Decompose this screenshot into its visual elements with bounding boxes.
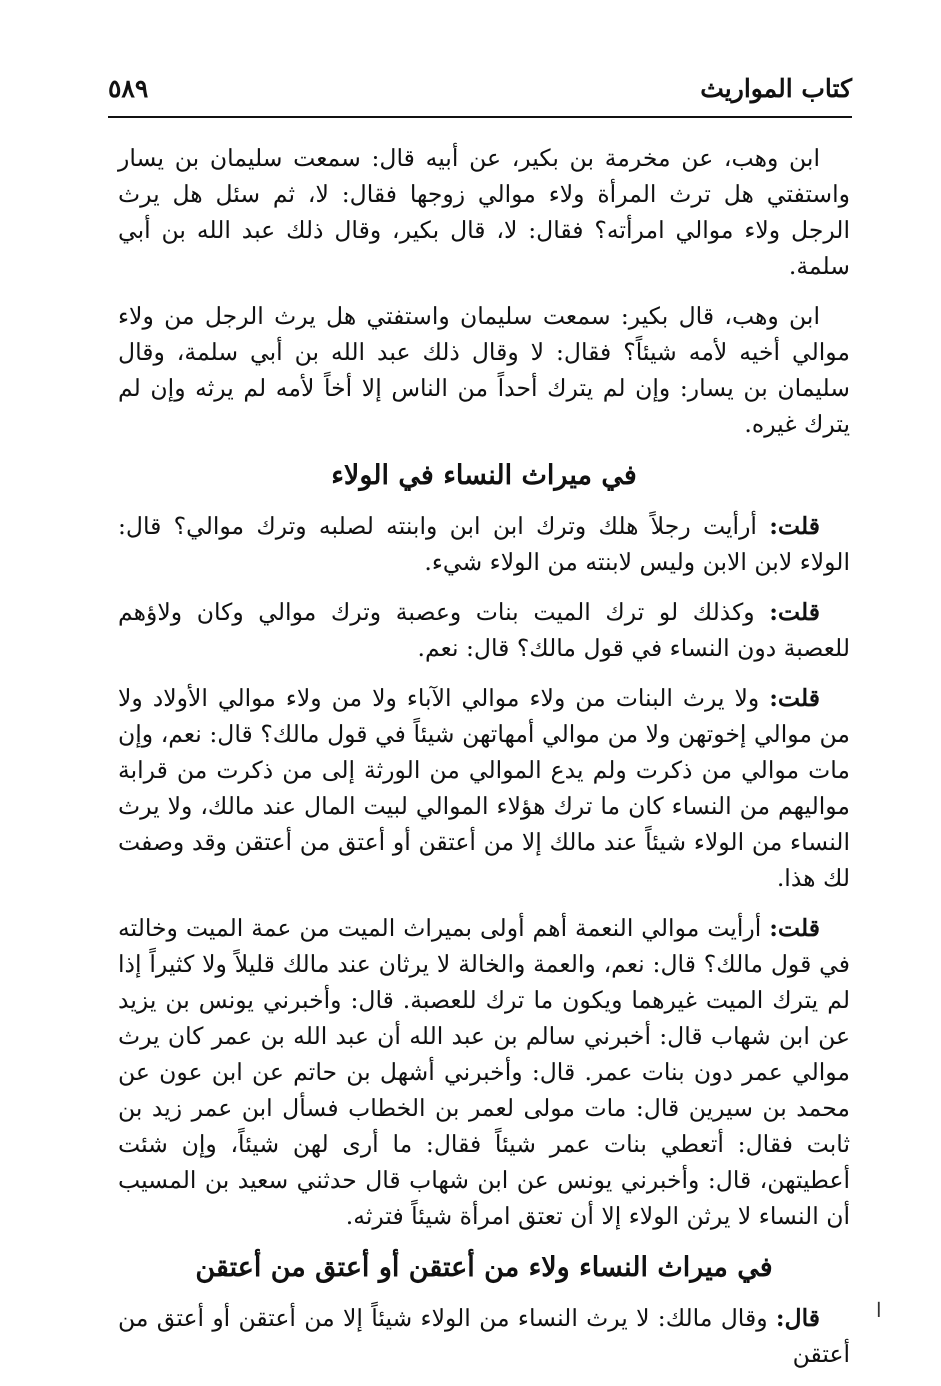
paragraph-lead: قلت: xyxy=(769,512,820,540)
paragraph-5 xyxy=(118,680,850,896)
paragraph-6 xyxy=(118,910,850,1234)
paragraph-lead: قلت: xyxy=(769,684,820,712)
paragraph-lead: قال: xyxy=(775,1304,820,1332)
header-rule xyxy=(108,116,852,118)
running-title: كتاب المواريث xyxy=(700,74,852,103)
page-body xyxy=(118,140,850,1386)
paragraph-3 xyxy=(118,508,850,580)
paragraph-text: ولا يرث البنات من ولاء موالي الآباء ولا من ولاء موالي الأولاد ولا من موالي إخوتهن ولا من موالي أمهاتهن شيئاً في قول مالك؟ قال: نعم، وإن مات موالي من ذكرت ولم يدع الموالي من الورثة إلى من ذكرت من قرابة مواليهم من النساء كان ما ترك هؤلاء الموالي لبيت المال عند مالك، ولا يرث النساء من الولاء شيئاً عند مالك إلا من أعتقن أو أعتق من أعتقن وقد وصفت لك هذا. xyxy=(118,684,850,892)
paragraph-2: ابن وهب، قال بكير: سمعت سليمان واستفتي هل يرث الرجل من ولاء موالي أخيه لأمه شيئاً؟ فقال: لا وقال ذلك عبد الله بن أبي سلمة، وقال سليمان بن يسار: وإن لم يترك أحداً من الناس إلا أخاً لأمه لم يرثه وإن لم يترك غيره. xyxy=(118,302,850,438)
paragraph-lead: قلت: xyxy=(769,598,820,626)
paragraph-1: ابن وهب، عن مخرمة بن بكير، عن أبيه قال: سمعت سليمان بن يسار واستفتي هل ترث المرأة ولاء موالي زوجها فقال: لا، ثم سئل هل يرث الرجل ولاء موالي امرأته؟ فقال: لا، قال بكير، وقال ذلك عبد الله بن أبي سلمة. xyxy=(118,144,850,280)
paragraph-text: أرأيت موالي النعمة أهم أولى بميراث الميت من عمة الميت وخالته في قول مالك؟ قال: نعم، والعمة والخالة لا يرثان عند مالك قليلاً ولا كثيراً إذا لم يترك الميت غيرهما ويكون ما ترك للعصبة. قال: وأخبرني يونس بن يزيد عن ابن شهاب قال: أخبرني سالم بن عبد الله أن عبد الله بن عمر كان يرث موالي عمر دون بنات عمر. قال: وأخبرني أشهل بن حاتم عن ابن عون عن محمد بن سيرين قال: مات مولى لعمر بن الخطاب فسأل ابن عمر زيد بن ثابت فقال: أتعطي بنات عمر شيئاً فقال: ما أرى لهن شيئاً، وإن شئت أعطيتهن، قال: وأخبرني يونس عن ابن شهاب قال حدثني سعيد بن المسيب أن النساء لا يرثن الولاء إلا أن تعتق امرأة شيئاً فترثه. xyxy=(118,914,850,1230)
section-heading-2: في ميراث النساء ولاء من أعتقن أو أعتق من أعتقن xyxy=(195,1252,773,1283)
paragraph-7 xyxy=(118,1300,850,1372)
margin-mark: ا xyxy=(876,1298,882,1322)
page-header xyxy=(108,64,852,114)
paragraph-text: وكذلك لو ترك الميت بنات وعصبة وترك موالي وكان ولاؤهم للعصبة دون النساء في قول مالك؟ قال: نعم. xyxy=(118,598,850,662)
paragraph-lead: قلت: xyxy=(769,914,820,942)
section-heading-1: في ميراث النساء في الولاء xyxy=(331,460,637,491)
paragraph-4 xyxy=(118,594,850,666)
paragraph-text: أرأيت رجلاً هلك وترك ابن ابن وابنته لصلبه وترك موالي؟ قال: الولاء لابن الابن وليس لابنته من الولاء شيء. xyxy=(118,512,850,576)
page-number: ٥٨٩ xyxy=(108,74,149,103)
paragraph-text: وقال مالك: لا يرث النساء من الولاء شيئاً إلا من أعتقن أو أعتق من أعتقن xyxy=(118,1304,850,1368)
